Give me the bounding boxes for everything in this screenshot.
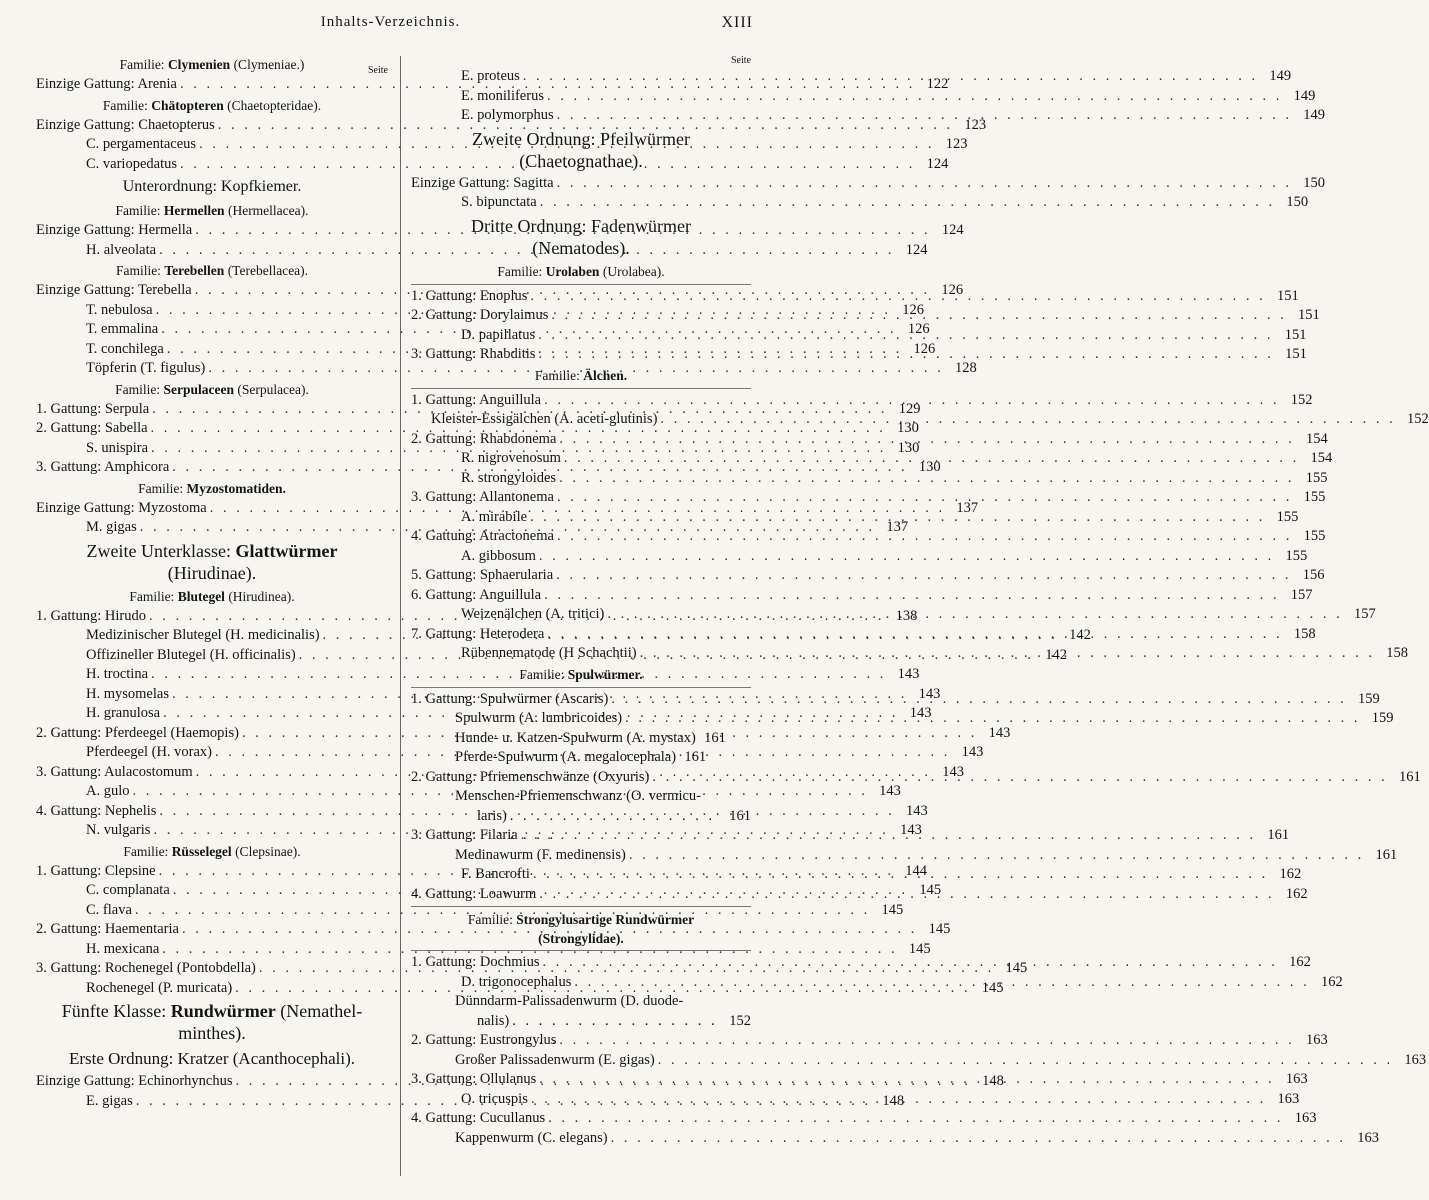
toc-entry: Einzige Gattung: Myzostoma . . . 137 xyxy=(36,499,388,519)
toc-entry: S. bipunctata . . . 150 xyxy=(411,193,751,213)
toc-entry: A. mirabile . . . 155 xyxy=(411,508,751,528)
toc-entry: Töpferin (T. figulus) . . . 128 xyxy=(36,359,388,379)
page-number: XIII xyxy=(721,14,753,31)
toc-entry: C. pergamentaceus . . . 123 xyxy=(36,135,388,155)
family-heading: Familie: Strongylusartige Rundwürmer xyxy=(467,912,695,927)
toc-entry: Menschen-Pfriemenschwanz (O. vermicu- xyxy=(455,788,702,804)
toc-entry: T. emmalina . . . 126 xyxy=(36,320,388,340)
toc-entry: D. papillatus . . . 151 xyxy=(411,326,751,346)
toc-entry: H. mysomelas . . . 143 xyxy=(36,685,388,705)
toc-entry: E. moniliferus . . . 149 xyxy=(411,87,751,107)
family-heading-latin: (Strongylidae). xyxy=(538,931,624,946)
family-heading: Familie: Älchen. xyxy=(534,367,628,383)
order-heading: Dritte Ordnung: Fadenwürmer (Nematodes). xyxy=(471,215,691,258)
toc-entry: 2. Gattung: Sabella . . . 130 xyxy=(36,419,388,439)
toc-entry: C. flava . . . 145 xyxy=(36,901,388,921)
toc-entry: 4. Gattung: Nephelis . . . 143 xyxy=(36,802,388,822)
rule xyxy=(411,687,751,688)
family-heading: Familie: Blutegel (Hirudinea). xyxy=(129,588,295,604)
toc-entry: Einzige Gattung: Arenia . . . 122 xyxy=(36,75,388,95)
toc-entry: 6. Gattung: Anguillula . . . 157 xyxy=(411,586,751,606)
toc-entry: 3. Gattung: Allantonema . . . 155 xyxy=(411,488,751,508)
toc-entry: F. Bancrofti . . . 162 xyxy=(411,865,751,885)
toc-entry: 3. Gattung: Aulacostomum . . . 143 xyxy=(36,763,388,783)
toc-entry: Einzige Gattung: Sagitta . . . 150 xyxy=(411,174,751,194)
family-heading: Familie: Spulwürmer. xyxy=(519,666,643,682)
toc-entry: Einzige Gattung: Echinorhynchus . . . 148 xyxy=(36,1072,388,1092)
toc-entry: T. conchilega . . . 126 xyxy=(36,340,388,360)
toc-entry: H. alveolata . . . 124 xyxy=(36,241,388,261)
family-heading: Familie: Serpulaceen (Serpulacea). xyxy=(115,381,309,397)
toc-entry: H. mexicana . . . 145 xyxy=(36,940,388,960)
toc-entry: O. tricuspis . . . 163 xyxy=(411,1090,751,1110)
toc-entry: 1. Gattung: Anguillula . . . 152 xyxy=(411,391,751,411)
toc-entry: Dünndarm-Palissadenwurm (D. duode- xyxy=(455,993,684,1009)
family-heading: Familie: Chätopteren (Chaetopteridae). xyxy=(102,97,322,113)
toc-entry: 4. Gattung: Cucullanus . . . 163 xyxy=(411,1109,751,1129)
rule xyxy=(411,284,751,285)
toc-entry: D. trigonocephalus . . . 162 xyxy=(411,973,751,993)
toc-entry-continuation: nalis) . . . 152 xyxy=(411,1012,751,1032)
toc-entry: 7. Gattung: Heterodera . . . 158 xyxy=(411,625,751,645)
toc-entry: Medizinischer Blutegel (H. medicinalis) . . . 142 xyxy=(36,626,388,646)
order-heading: Erste Ordnung: Kratzer (Acanthocephali). xyxy=(68,1049,356,1068)
toc-entry: 2. Gattung: Haementaria . . . 145 xyxy=(36,920,388,940)
toc-entry: C. complanata . . . 145 xyxy=(36,881,388,901)
toc-entry: Einzige Gattung: Hermella . . . 124 xyxy=(36,221,388,241)
toc-entry: 2. Gattung: Pferdeegel (Haemopis) . . . 143 xyxy=(36,724,388,744)
toc-entry: A. gibbosum . . . 155 xyxy=(411,547,751,567)
toc-entry: 5. Gattung: Sphaerularia . . . 156 xyxy=(411,566,751,586)
rule xyxy=(411,950,751,951)
toc-entry: Rochenegel (P. muricata) . . . 145 xyxy=(36,979,388,999)
toc-entry: 4. Gattung: Atractonema . . . 155 xyxy=(411,527,751,547)
family-heading: Familie: Clymenien (Clymeniae.) Seite xyxy=(36,54,388,75)
toc-entry: Pferde-Spulwurm (A. megalocephala) 161 xyxy=(455,749,707,765)
toc-entry: E. polymorphus . . . 149 xyxy=(411,106,751,126)
toc-entry: Kleister-Essigälchen (A. aceti-glutinis) . . . 152 xyxy=(411,410,751,430)
toc-entry: 3. Gattung: Ollulanus . . . 163 xyxy=(411,1070,751,1090)
order-heading: Zweite Ordnung: Pfeilwürmer (Chaetognathae). xyxy=(472,128,690,171)
family-heading: Familie: Hermellen (Hermellacea). xyxy=(115,203,309,218)
toc-entry: Medinawurm (F. medinensis) . . . 161 xyxy=(411,846,751,866)
toc-entry: H. granulosa . . . 143 xyxy=(36,704,388,724)
toc-entry: Hunde- u. Katzen-Spulwurm (A. mystax) 161 xyxy=(455,729,726,746)
suborder-heading: Unterordnung: Kopfkiemer. xyxy=(122,178,302,195)
toc-entry: 3. Gattung: Rochenegel (Pontobdella) . . . 145 xyxy=(36,959,388,979)
toc-entry: R. strongyloides . . . 155 xyxy=(411,469,751,489)
toc-entry: 3. Gattung: Rhabditis . . . 151 xyxy=(411,345,751,365)
rule xyxy=(411,906,751,907)
running-title: Inhalts-Verzeichnis. xyxy=(320,14,461,30)
family-heading: Familie: Myzostomatiden. xyxy=(138,480,286,496)
class-heading: Fünfte Klasse: Rundwürmer (Nemathel- minthes). xyxy=(61,1001,363,1043)
seite-label: Seite xyxy=(731,55,751,66)
seite-label: Seite xyxy=(368,65,388,76)
subclass-heading: Zweite Unterklasse: Glattwürmer (Hirudinae). xyxy=(86,540,338,583)
toc-entry: N. vulgaris . . . 143 xyxy=(36,821,388,841)
family-heading: Familie: Terebellen (Terebellacea). xyxy=(115,263,309,278)
toc-entry: T. nebulosa . . . 126 xyxy=(36,301,388,321)
page-header xyxy=(0,14,781,38)
toc-entry: 3. Gattung: Filaria . . . 161 xyxy=(411,826,751,846)
toc-entry-continuation: laris) . . . 161 xyxy=(411,807,751,827)
toc-entry: 1. Gattung: Hirudo . . . 138 xyxy=(36,607,388,627)
toc-entry: 4. Gattung: Loawurm . . . 162 xyxy=(411,885,751,905)
toc-entry: E. gigas . . . 148 xyxy=(36,1092,388,1112)
toc-entry: Pferdeegel (H. vorax) . . . 143 xyxy=(36,743,388,763)
toc-entry: Rübennematode (H Schachtii) . . . 158 xyxy=(411,644,751,664)
toc-entry: 2. Gattung: Pfriemenschwänze (Oxyuris) . . . 161 xyxy=(411,768,751,788)
toc-entry: Offizineller Blutegel (H. officinalis) . . . 142 xyxy=(36,646,388,666)
toc-entry: M. gigas . . . 137 xyxy=(36,518,388,538)
toc-entry: H. troctina . . . 143 xyxy=(36,665,388,685)
toc-entry: 2. Gattung: Dorylaimus . . . 151 xyxy=(411,306,751,326)
toc-entry: Einzige Gattung: Chaetopterus . . . 123 xyxy=(36,116,388,136)
toc-entry: 1. Gattung: Dochmius . . . 162 xyxy=(411,953,751,973)
toc-entry: 2. Gattung: Rhabdonema . . . 154 xyxy=(411,430,751,450)
toc-entry: Großer Palissadenwurm (E. gigas) . . . 163 xyxy=(411,1051,751,1071)
toc-entry: Spulwurm (A. lumbricoides) . . . 159 xyxy=(411,709,751,729)
toc-entry: S. unispira . . . 130 xyxy=(36,439,388,459)
toc-entry: C. variopedatus . . . 124 xyxy=(36,155,388,175)
toc-entry: R. nigrovenosum . . . 154 xyxy=(411,449,751,469)
rule xyxy=(411,388,751,389)
toc-entry: Einzige Gattung: Terebella . . . 126 xyxy=(36,281,388,301)
toc-entry: 1. Gattung: Spulwürmer (Ascaris) . . . 159 xyxy=(411,690,751,710)
toc-entry: E. proteus . . . 149 xyxy=(411,67,751,87)
toc-entry: A. gulo . . . 143 xyxy=(36,782,388,802)
toc-entry: 1. Gattung: Clepsine . . . 144 xyxy=(36,862,388,882)
toc-entry: Weizenälchen (A. tritici) . . . 157 xyxy=(411,605,751,625)
toc-entry: 1. Gattung: Enoplus . . . 151 xyxy=(411,287,751,307)
family-heading: Familie: Urolaben (Urolabea). xyxy=(497,263,665,279)
toc-entry: 1. Gattung: Serpula . . . 129 xyxy=(36,400,388,420)
family-heading: Familie: Rüsselegel (Clepsinae). xyxy=(123,843,301,859)
toc-entry: 2. Gattung: Eustrongylus . . . 163 xyxy=(411,1031,751,1051)
toc-entry: Kappenwurm (C. elegans) . . . 163 xyxy=(411,1129,751,1149)
toc-entry: 3. Gattung: Amphicora . . . 130 xyxy=(36,458,388,478)
